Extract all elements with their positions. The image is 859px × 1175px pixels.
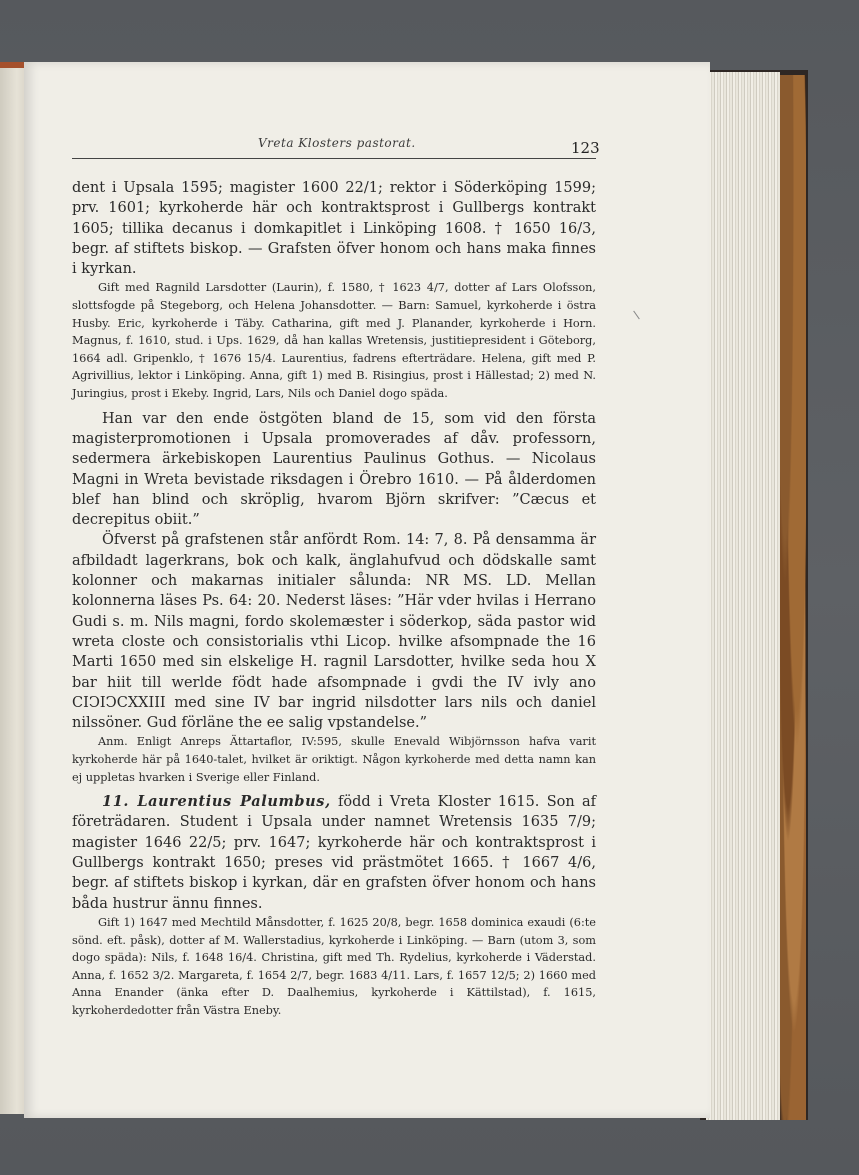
- entry-heading: 11. Laurentius Palumbus,: [102, 793, 331, 811]
- paragraph-magister-promotion: Han var den ende östgöten bland de 15, som vid den första magisterpromotionen i Upsala promoverades af dåv. professorn, sedermera ärkebiskopen Laurentius Paulinus Gothus. — Nicolaus Magni in Wreta bevistade riksdagen i Örebro 1610. — På ålderdomen blef han blind och skröplig, hvarom Björn skrifver: ”Cæcus et decrepitus obiit.”: [72, 410, 596, 529]
- entry-text: född i Vreta Kloster 1615. Son af företrädaren. Student i Upsala under namnet Wretensis 1635 7/9; magister 1646 22/5; prv. 1647; kyrkoherde här och kontraktsprost i Gullbergs kontrakt 1650; preses vid prästmötet 1665. † 1667 4/6, begr. af stiftets biskop i kyrkan, där en grafsten öfver honom och hans båda hustrur ännu finnes.: [72, 794, 596, 912]
- page-number: 123: [571, 139, 600, 157]
- paragraph-note: Anm. Enligt Anreps Ättartaflor, IV:595, skulle Enevald Wibjörnsson hafva varit kyrkoherde här på 1640-talet, hvilket är oriktigt. Någon kyrkoherde med detta namn kan ej uppletas hvarken i Sverige eller Finland.: [72, 735, 596, 784]
- paragraph-gravestone: Öfverst på grafstenen står anfördt Rom. 14: 7, 8. På densamma är afbildadt lagerkrans, bok och kalk, änglahufvud och dödskalle samt kolonner och makarnas initialer sålunda: NR MS. LD. Mellan kolonnerna läses Ps. 64: 20. Nederst läses: ”Här vder hvilas i Herrano Gudi s. m. Nils magni, fordo skolemæster i söderkop, säda pastor wid wreta closte och consistorialis vthi Licop. hvilke afsompnade the 16 Marti 1650 med sin elskelige H. ragnil Larsdotter, hvilke seda hou X bar hiit till werlde födt hade afsompnade i gvdi the IV ivly ano CIↃIↃCXXIII med sine IV bar ingrid nilsdotter lars nils och daniel nilssöner. Gud förläne the ee salig vpstandelse.”: [72, 532, 596, 732]
- page-body: [72, 178, 596, 1020]
- paragraph-nicolaus-family: Gift med Ragnild Larsdotter (Laurin), f. 1580, † 1623 4/7, dotter af Lars Olofsson, slottsfogde på Stegeborg, och Helena Johansdotter. — Barn: Samuel, kyrkoherde i östra Husby. Eric, kyrkoherde i Täby. Catharina, gift med J. Planander, kyrkoherde i Horn. Magnus, f. 1610, stud. i Ups. 1629, då han kallas Wretensis, justitiepresident i Göteborg, 1664 adl. Gripenklo, † 1676 15/4. Laurentius, fadrens efterträdare. Helena, gift med P. Agrivillius, lektor i Linköping. Anna, gift 1) med B. Risingius, prost i Hällestad; 2) med N. Juringius, prost i Ekeby. Ingrid, Lars, Nils och Daniel dogo späda.: [72, 281, 596, 401]
- page-block-edge: [706, 72, 780, 1120]
- paragraph-nicolaus-career: dent i Upsala 1595; magister 1600 22/1; rektor i Söderköping 1599; prv. 1601; kyrkoherde här och kontraktsprost i Gullbergs kontrakt 1605; tillika decanus i domkapitlet i Linköping 1608. † 1650 16/3, begr. af stiftets biskop. — Grafsten öfver honom och hans maka finnes i kyrkan.: [72, 180, 596, 278]
- paragraph-laurentius: [72, 792, 596, 914]
- paragraph-laurentius-family: Gift 1) 1647 med Mechtild Månsdotter, f. 1625 20/8, begr. 1658 dominica exaudi (6:te sönd. eft. påsk), dotter af M. Wallerstadius, kyrkoherde i Linköping. — Barn (utom 3, som dogo späda): Nils, f. 1648 16/4. Christina, gift med Th. Rydelius, kyrkoherde i Väderstad. Anna, f. 1652 3/2. Margareta, f. 1654 2/7, begr. 1683 4/11. Lars, f. 1657 12/5; 2) 1660 med Anna Enander (änka efter D. Daalhemius, kyrkoherde i Kättilstad), f. 1615, kyrkoherdedotter från Västra Eneby.: [72, 915, 596, 1017]
- marbled-spine: [776, 75, 806, 1120]
- running-title: Vreta Klosters pastorat.: [258, 136, 416, 150]
